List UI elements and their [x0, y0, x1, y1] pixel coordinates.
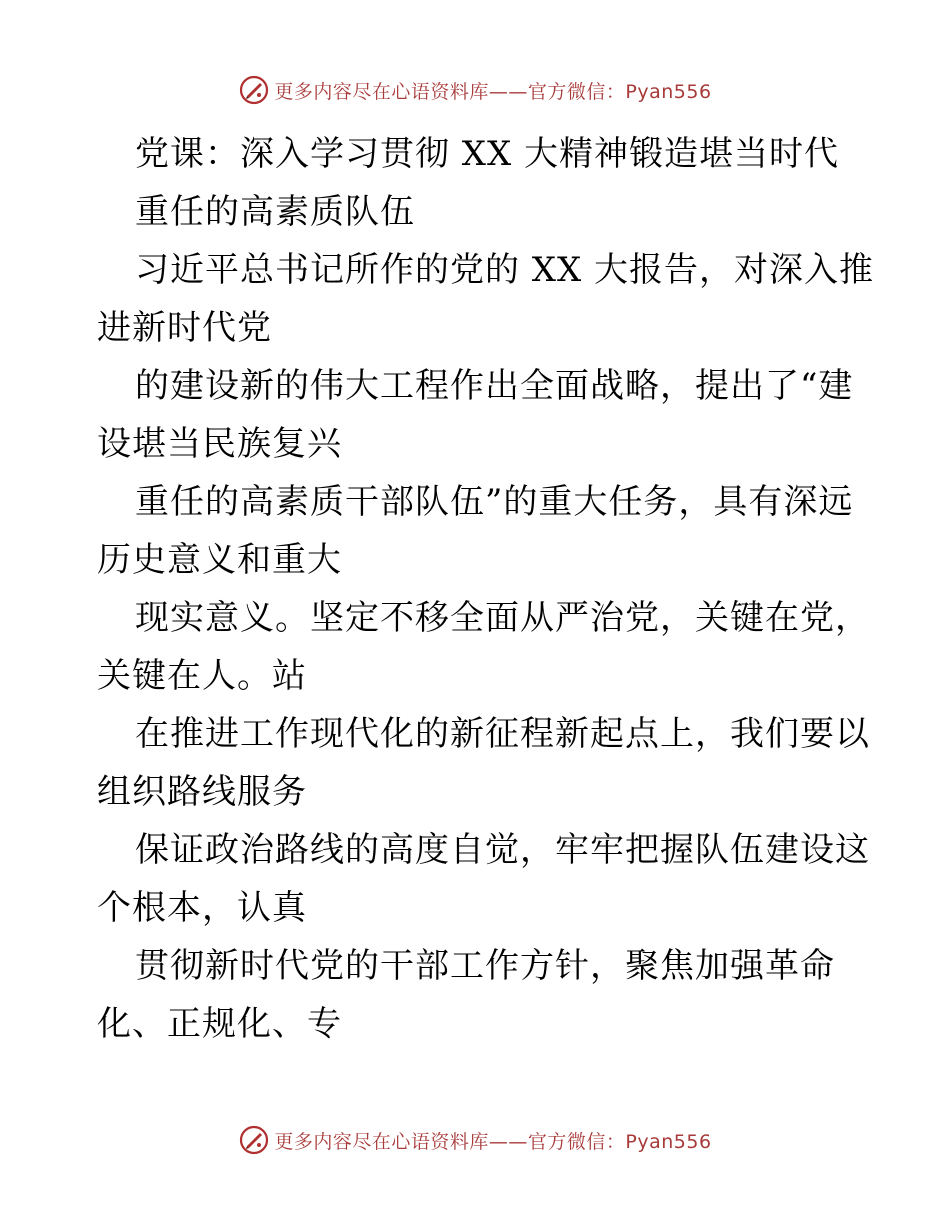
- body-line: 历史意义和重大: [97, 540, 342, 580]
- body-line: 贯彻新时代党的干部工作方针，聚焦加强革命: [135, 946, 835, 986]
- body-line: 组织路线服务: [97, 772, 307, 812]
- body-line: 关键在人。站: [97, 656, 307, 696]
- footer-banner: [0, 1120, 950, 1160]
- banner-text: 更多内容尽在心语资料库——官方微信：Pyan556: [274, 80, 712, 103]
- body-line: 进新时代党: [97, 308, 272, 348]
- body-line: 在推进工作现代化的新征程新起点上，我们要以: [135, 714, 870, 754]
- body-line: 个根本，认真: [97, 888, 307, 928]
- title-line-1: 党课：深入学习贯彻 XX 大精神锻造堪当时代: [135, 134, 840, 174]
- body-line: 现实意义。坚定不移全面从严治党，关键在党，: [135, 598, 870, 638]
- body-line: 化、正规化、专: [97, 1004, 342, 1044]
- title-line-2: 重任的高素质队伍: [135, 192, 415, 232]
- document-body: [97, 125, 875, 1053]
- header-banner: [0, 70, 950, 110]
- banner-text: 更多内容尽在心语资料库——官方微信：Pyan556: [274, 1130, 712, 1153]
- body-line: 习近平总书记所作的党的 XX 大报告，对深入推: [135, 250, 875, 290]
- body-line: 设堪当民族复兴: [97, 424, 342, 464]
- body-line: 的建设新的伟大工程作出全面战略，提出了“建: [135, 366, 854, 406]
- body-line: 保证政治路线的高度自觉，牢牢把握队伍建设这: [135, 830, 870, 870]
- pen-circle-logo-icon: [238, 74, 270, 106]
- pen-circle-logo-icon: [238, 1124, 270, 1156]
- body-line: 重任的高素质干部队伍”的重大任务，具有深远: [135, 482, 854, 522]
